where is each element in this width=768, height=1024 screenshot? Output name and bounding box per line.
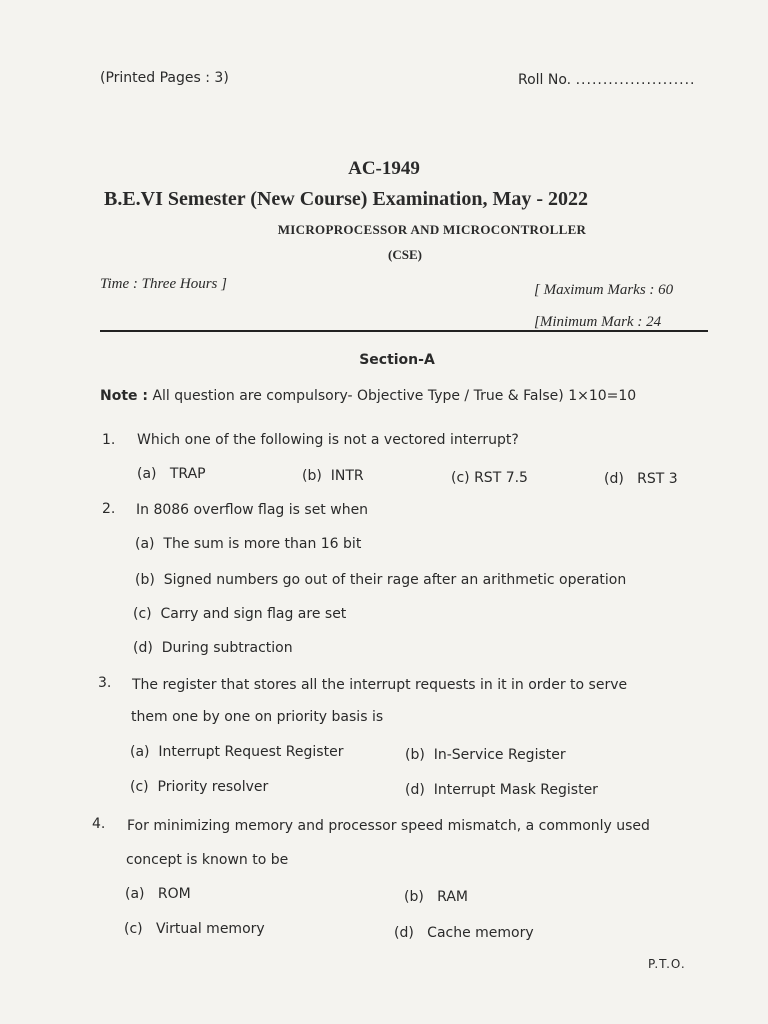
option-3b xyxy=(405,747,566,763)
subject-title: MICROPROCESSOR AND MICROCONTROLLER xyxy=(277,222,587,237)
option-text: Signed numbers go out of their rage after an arithmetic operation xyxy=(163,572,627,588)
option-4d xyxy=(394,925,534,941)
roll-label: Roll No. xyxy=(518,72,572,88)
option-text: Carry and sign flag are set xyxy=(160,606,347,622)
option-text: The sum is more than 16 bit xyxy=(163,536,362,552)
option-text: ROM xyxy=(157,886,191,902)
option-text: TRAP xyxy=(169,466,206,482)
note-label: Note : xyxy=(100,388,148,404)
minimum-marks-label: [Minimum Mark : 24 xyxy=(534,314,662,330)
option-1d xyxy=(604,471,678,487)
time-label: Time : Three Hours ] xyxy=(100,276,227,292)
option-3c xyxy=(130,779,268,795)
option-text: Priority resolver xyxy=(157,779,269,795)
question-number: 3. xyxy=(98,675,112,691)
option-text: RAM xyxy=(437,889,468,905)
question-text: In 8086 overflow flag is set when xyxy=(136,502,369,518)
option-key: (c) xyxy=(124,921,143,937)
maximum-marks-label: [ Maximum Marks : 60 xyxy=(534,282,674,298)
question-text-line-1: For minimizing memory and processor speed mismatch, a commonly used xyxy=(127,818,650,834)
option-key: (b) xyxy=(302,468,322,484)
question-number: 1. xyxy=(102,432,116,448)
option-2c xyxy=(133,606,346,622)
option-1c xyxy=(451,470,528,486)
roll-number-field xyxy=(518,72,696,88)
question-number: 4. xyxy=(92,816,106,832)
header-divider xyxy=(100,330,708,332)
page-turn-label: P.T.O. xyxy=(648,957,686,971)
question-text: Which one of the following is not a vectored interrupt? xyxy=(137,432,519,448)
option-3d xyxy=(405,782,598,798)
option-key: (c) xyxy=(130,779,149,795)
section-heading: Section-A xyxy=(359,352,435,368)
question-text-line-1: The register that stores all the interrupt requests in it in order to serve xyxy=(132,677,628,693)
option-key: (d) xyxy=(405,782,425,798)
option-key: (b) xyxy=(404,889,424,905)
option-2b xyxy=(135,572,626,588)
exam-title: B.E.VI Semester (New Course) Examination, May - 2022 xyxy=(104,188,589,210)
option-3a xyxy=(130,744,343,760)
option-4a xyxy=(125,886,191,902)
note-text: All question are compulsory- Objective Type / True & False) 1×10=10 xyxy=(152,388,637,404)
option-1a xyxy=(137,466,206,482)
instructions-note xyxy=(100,388,636,404)
option-key: (a) xyxy=(125,886,145,902)
option-2d xyxy=(133,640,293,656)
option-key: (a) xyxy=(130,744,150,760)
option-text: INTR xyxy=(330,468,364,484)
option-key: (a) xyxy=(135,536,155,552)
option-key: (c) xyxy=(133,606,152,622)
option-1b xyxy=(302,468,364,484)
option-text: RST 7.5 xyxy=(474,470,528,486)
option-2a xyxy=(135,536,361,552)
paper-code: AC-1949 xyxy=(348,158,420,179)
option-4c xyxy=(124,921,265,937)
option-4b xyxy=(404,889,468,905)
option-key: (c) xyxy=(451,470,470,486)
option-text: Interrupt Request Register xyxy=(158,744,344,760)
printed-pages-label: (Printed Pages : 3) xyxy=(100,70,229,86)
option-key: (d) xyxy=(394,925,414,941)
option-key: (a) xyxy=(137,466,157,482)
option-text: Interrupt Mask Register xyxy=(433,782,598,798)
question-text-line-2: them one by one on priority basis is xyxy=(131,709,384,725)
option-key: (b) xyxy=(405,747,425,763)
option-text: RST 3 xyxy=(637,471,678,487)
option-text: During subtraction xyxy=(161,640,293,656)
option-key: (d) xyxy=(133,640,153,656)
option-key: (b) xyxy=(135,572,155,588)
question-number: 2. xyxy=(102,501,116,517)
option-key: (d) xyxy=(604,471,624,487)
option-text: Cache memory xyxy=(427,925,534,941)
department-label: (CSE) xyxy=(388,247,422,262)
option-text: In-Service Register xyxy=(433,747,566,763)
question-text-line-2: concept is known to be xyxy=(126,852,289,868)
option-text: Virtual memory xyxy=(155,921,265,937)
roll-dots: ...................... xyxy=(575,72,696,88)
